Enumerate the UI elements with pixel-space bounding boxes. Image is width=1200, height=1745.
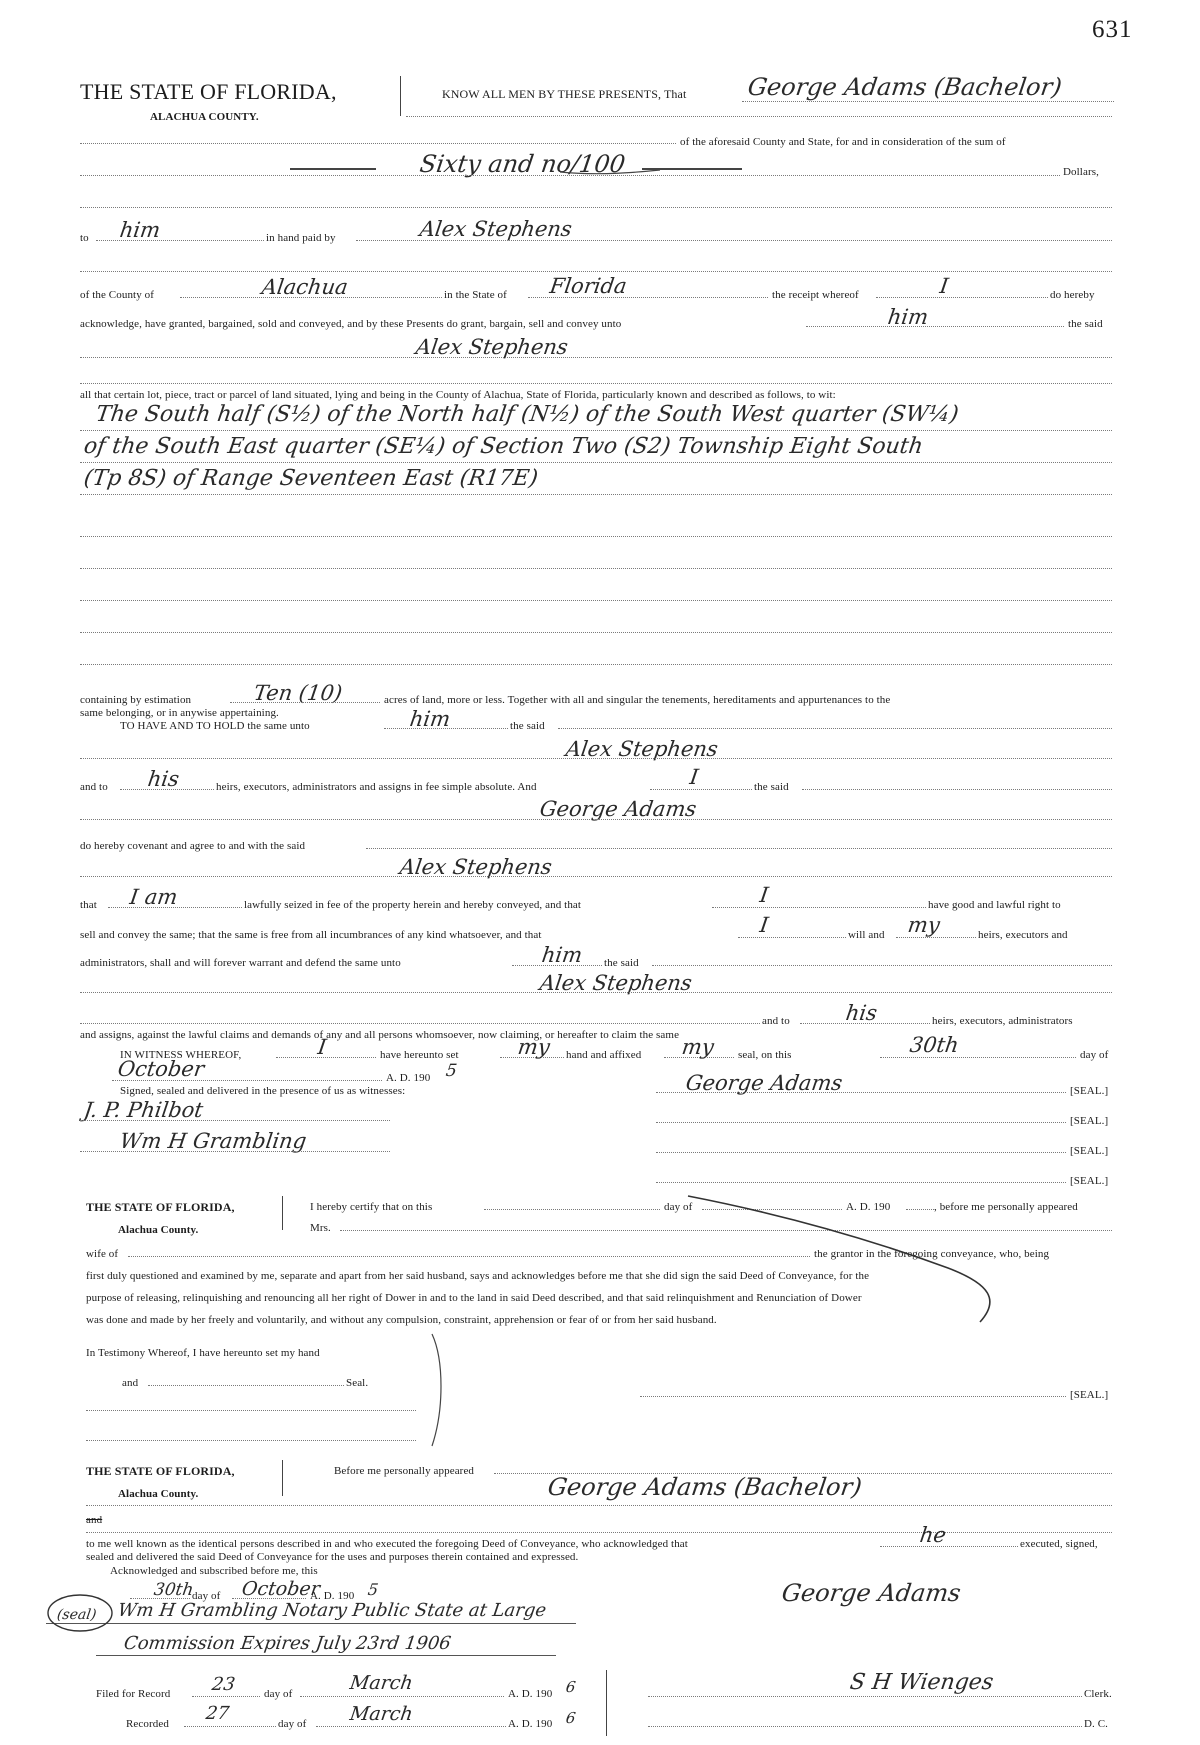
covenant-grantee-hw: Alex Stephens	[398, 855, 554, 879]
testimony-line-3	[86, 1440, 416, 1441]
ack-year-hw: 5	[366, 1580, 380, 1599]
that-label: that	[80, 899, 97, 911]
ack-and: and	[86, 1514, 103, 1526]
header-state: THE STATE OF FLORIDA,	[80, 79, 337, 104]
grantor-signature-hw: George Adams	[684, 1071, 844, 1095]
land-line-3	[80, 494, 1112, 495]
ack-day-line	[130, 1598, 190, 1599]
unto-line	[806, 326, 1064, 327]
testimony-and: and	[122, 1377, 139, 1389]
seal-3: [SEAL.]	[1070, 1145, 1109, 1157]
witness-2-line	[80, 1151, 390, 1152]
payer-line	[356, 240, 1112, 241]
seal-2: [SEAL.]	[1070, 1115, 1109, 1127]
blank-line-2	[80, 271, 1112, 272]
witness-day-of-label: day of	[1080, 1049, 1109, 1061]
state-hw: Florida	[548, 274, 629, 298]
containing-label: containing by estimation	[80, 694, 192, 706]
blank-line-1	[80, 207, 1112, 208]
receipt-hw: I	[938, 274, 950, 298]
grantee-line	[80, 357, 1112, 358]
covenant-grantee2-line	[80, 992, 1112, 993]
testimony-line-2	[86, 1410, 416, 1411]
testimony-and-line	[148, 1385, 344, 1386]
grantor-line	[742, 101, 1114, 102]
and-i-line	[650, 789, 752, 790]
recorded-label: Recorded	[126, 1718, 169, 1730]
rec-year-hw: 6	[564, 1709, 577, 1727]
affixed-hw: my	[680, 1035, 716, 1059]
affixed-line	[664, 1057, 734, 1058]
filed-month-line	[300, 1696, 504, 1697]
ack-sealed-text: sealed and delivered the said Deed of Conveyance for the uses and purposes therein contained and expressed.	[86, 1551, 579, 1563]
to-hw: him	[118, 218, 162, 242]
rec-day-line	[184, 1726, 276, 1727]
notary-seal-hw: (seal)	[55, 1607, 98, 1623]
heirs-exec-text: heirs, executors and	[978, 929, 1068, 941]
land-line-8	[80, 664, 1112, 665]
signature-line-2	[656, 1122, 1066, 1123]
that-hw: I am	[128, 885, 180, 909]
witness-day-line	[880, 1057, 1076, 1058]
county-hw: Alachua	[260, 275, 350, 299]
to-have-unto-hw: him	[408, 707, 452, 731]
set-line	[500, 1057, 564, 1058]
ack-day-hw: 30th	[152, 1580, 195, 1600]
wife-mrs-line	[340, 1230, 1112, 1231]
covenant-grantee-line	[80, 876, 1112, 877]
wife-line-1: first duly questioned and examined by me, separate and apart from her said husband, says and acknowledges before me that she did sign the said Deed of Conveyance, for the	[86, 1270, 870, 1282]
set-hw: my	[516, 1035, 552, 1059]
testimony-seal: Seal.	[346, 1377, 369, 1389]
state-line	[528, 297, 768, 298]
rec-month-line	[316, 1726, 506, 1727]
filing-brace	[606, 1670, 607, 1736]
wife-before: , before me personally appeared	[934, 1201, 1078, 1213]
consideration-dash-right	[642, 168, 742, 170]
and-i-hw: I	[688, 765, 700, 789]
land-line-6	[80, 600, 1112, 601]
header-brace	[400, 76, 401, 116]
ack-county: Alachua County.	[118, 1488, 199, 1500]
wife-of-label: wife of	[86, 1248, 119, 1260]
consideration-dash-left	[290, 168, 376, 170]
admins-said-line	[652, 965, 1112, 966]
and-to-his-hw: his	[146, 767, 181, 791]
ack-month-line	[232, 1598, 306, 1599]
land-intro-text: all that certain lot, piece, tract or parcel of land situated, lying and being in the County of Alachua, State of Florida, particularly known and described as follows, to wit:	[80, 389, 836, 401]
to-line	[96, 240, 264, 241]
witness-day-hw: 30th	[908, 1033, 961, 1057]
wife-line-2: purpose of releasing, relinquishing and renouncing all her right of Dower in and to the land in said Deed described, and that said relinquishment and Renunciation of Dower	[86, 1292, 862, 1304]
page-number: 631	[1092, 16, 1133, 43]
ack-month-hw: October	[240, 1578, 322, 1600]
signature-line-1	[656, 1092, 1066, 1093]
ack-and-line	[86, 1532, 1112, 1533]
my-hw: my	[906, 913, 942, 937]
and-the-said-line	[802, 789, 1112, 790]
habendum-grantee-hw: Alex Stephens	[564, 737, 720, 761]
dc-line	[648, 1726, 1082, 1727]
land-line-5	[80, 568, 1112, 569]
witness-1-line	[80, 1120, 390, 1121]
clerk-label: Clerk.	[1084, 1688, 1112, 1700]
clerk-hw: S H Wienges	[848, 1670, 995, 1695]
ack-known-line	[880, 1546, 1018, 1547]
witness-month-hw: October	[116, 1057, 206, 1081]
land-desc-3-hw: (Tp 8S) of Range Seventeen East (R17E)	[82, 466, 540, 491]
ack-before-text: Before me personally appeared	[334, 1465, 475, 1477]
land-desc-2-hw: of the South East quarter (SE¼) of Section Two (S2) Township Eight South	[82, 434, 925, 459]
that-line	[108, 907, 242, 908]
notary-line-1	[46, 1623, 576, 1624]
admins-text: administrators, shall and will forever warrant and defend the same unto	[80, 957, 401, 969]
in-witness-hw: I	[316, 1035, 328, 1059]
amount-line	[80, 175, 1060, 176]
filed-day-hw: 23	[210, 1674, 237, 1695]
do-hereby-label: do hereby	[1050, 289, 1095, 301]
blank-line-3	[80, 383, 1112, 384]
county-line	[180, 297, 442, 298]
my-line	[896, 937, 976, 938]
of-county-label: of the County of	[80, 289, 155, 301]
habendum-grantor-line	[80, 819, 1112, 820]
witness-2-hw: Wm H Grambling	[118, 1129, 308, 1153]
and-to-2-lead-line	[80, 1023, 760, 1024]
land-line-4	[80, 536, 1112, 537]
signed-text: Signed, sealed and delivered in the presence of us as witnesses:	[120, 1085, 406, 1097]
to-have-said-label: the said	[510, 720, 545, 732]
and-to-2-his-hw: his	[844, 1001, 879, 1025]
seal-4: [SEAL.]	[1070, 1175, 1109, 1187]
ack-signature-hw: George Adams	[780, 1579, 963, 1607]
receipt-line	[876, 297, 1048, 298]
filed-ad: A. D. 190	[508, 1688, 553, 1700]
ack-ad: A. D. 190	[310, 1590, 355, 1602]
will-and-text: will and	[848, 929, 885, 941]
to-have-text: TO HAVE AND TO HOLD the same unto	[120, 720, 310, 732]
testimony-text: In Testimony Whereof, I have hereunto set my hand	[86, 1347, 320, 1359]
wife-of-line	[128, 1256, 810, 1257]
covenant-line	[366, 848, 1112, 849]
commission-hw: Commission Expires July 23rd 1906	[122, 1633, 453, 1654]
to-have-said-line	[558, 728, 1112, 729]
ack-executed-text: executed, signed,	[1020, 1538, 1098, 1550]
admins-line	[512, 965, 602, 966]
wife-seal-bracket: [SEAL.]	[1070, 1389, 1109, 1401]
seal-1: [SEAL.]	[1070, 1085, 1109, 1097]
wife-certify-text: I hereby certify that on this	[310, 1201, 433, 1213]
admins-said-label: the said	[604, 957, 639, 969]
to-label: to	[80, 232, 89, 244]
filed-day-line	[192, 1696, 260, 1697]
land-desc-1-hw: The South half (S½) of the North half (N½) of the South West quarter (SW¼)	[94, 402, 961, 427]
land-line-7	[80, 632, 1112, 633]
to-have-unto-line	[384, 728, 508, 729]
wife-state: THE STATE OF FLORIDA,	[86, 1200, 235, 1214]
filed-year-hw: 6	[564, 1678, 577, 1696]
know-all-text: KNOW ALL MEN BY THESE PRESENTS, That	[442, 87, 687, 101]
acres-line	[230, 702, 380, 703]
wife-brace	[282, 1196, 283, 1230]
seized-hw: I	[758, 883, 770, 907]
header-county: ALACHUA COUNTY.	[150, 111, 259, 123]
consideration-text: of the aforesaid County and State, for and in consideration of the sum of	[680, 136, 1006, 148]
heirs3-text: heirs, executors, administrators	[932, 1015, 1073, 1027]
covenant-text: do hereby covenant and agree to and with the said	[80, 840, 306, 852]
acres-text: acres of land, more or less. Together with all and singular the tenements, hereditaments and appurtenances to the	[384, 694, 891, 706]
wife-line-3: was done and made by her freely and voluntarily, and without any compulsion, constraint, apprehension or fear of or from her said husband.	[86, 1314, 717, 1326]
filed-label: Filed for Record	[96, 1688, 171, 1700]
ack-brace	[282, 1460, 283, 1496]
in-witness-text: IN WITNESS WHEREOF,	[120, 1049, 242, 1061]
and-to-line	[120, 789, 214, 790]
wife-month-line	[702, 1209, 842, 1210]
notary-name-hw: Wm H Grambling Notary Public State at Large	[116, 1600, 548, 1621]
seized-line	[712, 907, 926, 908]
land-line-1	[80, 430, 1112, 431]
payer-hw: Alex Stephens	[418, 217, 574, 241]
wife-ad: A. D. 190	[846, 1201, 891, 1213]
wife-grantor-text: the grantor in the foregoing conveyance, who, being	[814, 1248, 1050, 1260]
sell-text: sell and convey the same; that the same is free from all incumbrances of any kind whatsoever, and that	[80, 929, 542, 941]
wife-day-line	[484, 1209, 660, 1210]
acknowledge-text: acknowledge, have granted, bargained, sold and conveyed, and by these Presents do grant, bargain, sell and convey unto	[80, 318, 622, 330]
and-to-label: and to	[80, 781, 108, 793]
heirs-text: heirs, executors, administrators and assigns in fee simple absolute. And	[216, 781, 537, 793]
hand-affixed-text: hand and affixed	[566, 1049, 642, 1061]
habendum-grantee-line	[80, 758, 1112, 759]
unto-hw: him	[886, 305, 930, 329]
assigns-text: and assigns, against the lawful claims and demands of any and all persons whomsoever, now claiming, or hereafter to claim the same	[80, 1029, 680, 1041]
sell-line	[738, 937, 846, 938]
ack-grantor-hw: George Adams (Bachelor)	[546, 1473, 864, 1501]
seal-on-text: seal, on this	[738, 1049, 792, 1061]
witness-1-hw: J. P. Philbot	[82, 1098, 205, 1122]
ack-day-of: day of	[192, 1590, 221, 1602]
grantee-hw: Alex Stephens	[414, 335, 570, 359]
filed-month-hw: March	[348, 1672, 415, 1694]
dc-label: D. C.	[1084, 1718, 1109, 1730]
admins-hw: him	[540, 943, 584, 967]
witness-year-hw: 5	[444, 1061, 459, 1081]
wife-signature-line	[640, 1396, 1066, 1397]
wife-right-bracket	[432, 1334, 441, 1446]
ack-known-hw: he	[918, 1523, 948, 1547]
grantor-name-hw: George Adams (Bachelor)	[746, 73, 1064, 101]
acres-hw: Ten (10)	[252, 681, 344, 705]
ack-state: THE STATE OF FLORIDA,	[86, 1464, 235, 1478]
wife-county: Alachua County.	[118, 1224, 199, 1236]
sell-hw: I	[758, 913, 770, 937]
and-the-said-label: the said	[754, 781, 789, 793]
filed-day-of: day of	[264, 1688, 293, 1700]
rec-day-hw: 27	[204, 1703, 231, 1724]
signature-line-3	[656, 1152, 1066, 1153]
consideration-line	[80, 143, 676, 144]
land-line-2	[80, 462, 1112, 463]
ack-grantor-line	[86, 1505, 1112, 1506]
covenant-grantee2-hw: Alex Stephens	[538, 971, 694, 995]
the-said-label: the said	[1068, 318, 1103, 330]
signature-line-4	[656, 1182, 1066, 1183]
in-hand-label: in hand paid by	[266, 232, 336, 244]
rec-ad: A. D. 190	[508, 1718, 553, 1730]
clerk-line	[648, 1696, 1082, 1697]
rec-day-of: day of	[278, 1718, 307, 1730]
in-state-label: in the State of	[444, 289, 507, 301]
consideration-amount-hw: Sixty and no/100	[418, 150, 628, 178]
receipt-label: the receipt whereof	[772, 289, 859, 301]
and-to-2-label: and to	[762, 1015, 790, 1027]
good-right-text: have good and lawful right to	[928, 899, 1061, 911]
belonging-text: same belonging, or in anywise appertaining.	[80, 707, 279, 719]
seized-text: lawfully seized in fee of the property herein and hereby conveyed, and that	[244, 899, 582, 911]
wife-mrs: Mrs.	[310, 1222, 331, 1234]
dollars-label: Dollars,	[1063, 166, 1099, 178]
notary-line-2	[96, 1655, 556, 1656]
ack-subscribed-text: Acknowledged and subscribed before me, this	[110, 1565, 318, 1577]
header-line-2	[406, 116, 1112, 117]
rec-month-hw: March	[348, 1703, 415, 1725]
and-to-2-line	[800, 1023, 930, 1024]
wife-year-line	[906, 1209, 934, 1210]
have-set-text: have hereunto set	[380, 1049, 459, 1061]
wife-day-of: day of	[664, 1201, 693, 1213]
habendum-grantor-hw: George Adams	[538, 797, 698, 821]
witness-ad-label: A. D. 190	[386, 1072, 431, 1084]
ack-known-text: to me well known as the identical persons described in and who executed the foregoing Deed of Conveyance, who acknowledged that	[86, 1538, 688, 1550]
in-witness-line	[276, 1057, 376, 1058]
witness-month-line	[112, 1080, 382, 1081]
